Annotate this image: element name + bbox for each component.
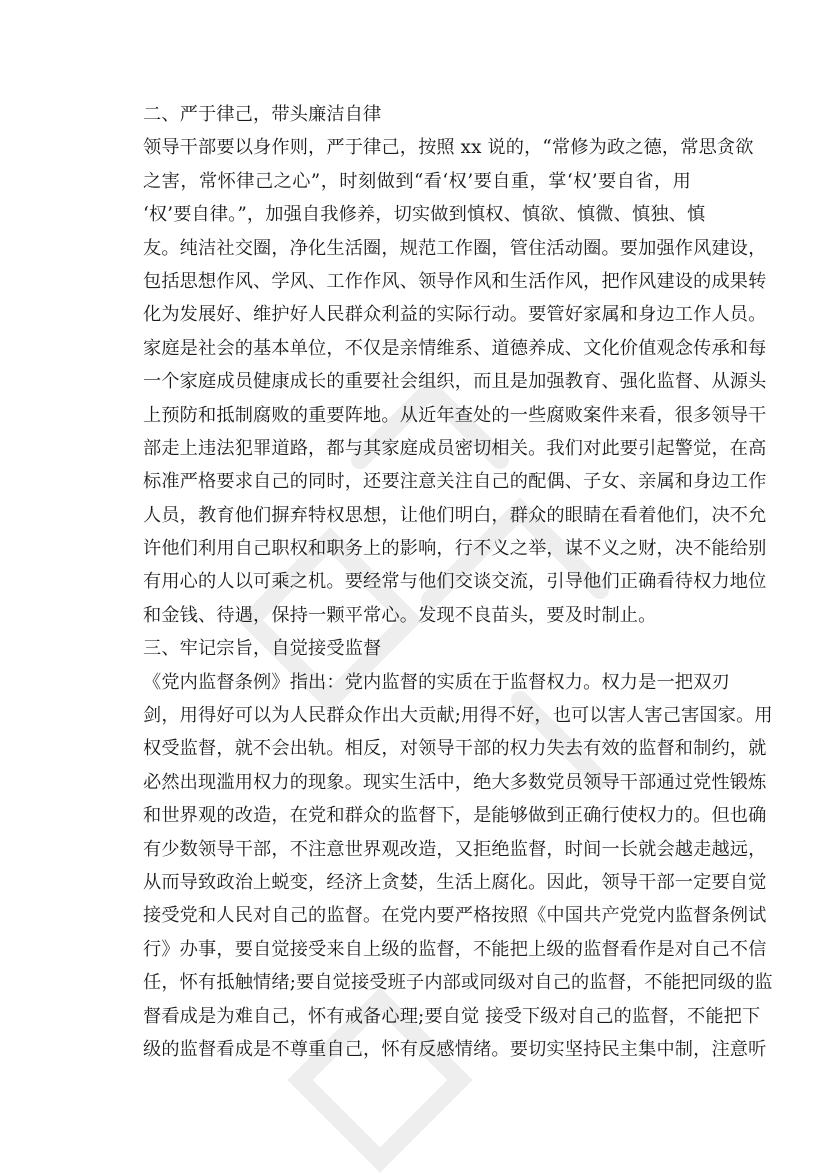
text-line: 包括思想作风、学风、工作作风、领导作风和生活作风，把作风建设的成果转 <box>143 270 767 292</box>
text-line: 督看成是为难自己，怀有戒备心理;要自觉 接受下级对自己的监督，不能把下 <box>143 1005 761 1027</box>
text-line: 标准严格要求自己的同时，还要注意关注自己的配偶、子女、亲属和身边工作 <box>143 471 767 493</box>
text-line: 领导干部要以身作则，严于律己，按照 xx 说的，“常修为政之德，常思贪欲 <box>143 137 754 159</box>
text-line: 三、牢记宗旨，自觉接受监督 <box>143 638 382 660</box>
text-line: 友。纯洁社交圈，净化生活圈，规范工作圈，管住活动圈。要加强作风建设， <box>143 237 767 259</box>
text-line: 权受监督，就不会出轨。相反，对领导干部的权力失去有效的监督和制约，就 <box>143 738 767 760</box>
text-line: 之害，常怀律己之心”，时刻做到“看‘权’要自重，掌‘权’要自省，用 <box>143 170 691 192</box>
text-line: 接受党和人民对自己的监督。在党内要严格按照《中国共产党党内监督条例试 <box>143 905 767 927</box>
text-line: 必然出现滥用权力的现象。现实生活中，绝大多数党员领导干部通过党性锻炼 <box>143 771 767 793</box>
text-line: 二、严于律己，带头廉洁自律 <box>143 104 382 125</box>
text-line: 人员，教育他们摒弃特权思想，让他们明白，群众的眼睛在看着他们，决不允 <box>143 504 767 526</box>
text-line: 化为发展好、维护好人民群众利益的实际行动。要管好家属和身边工作人员。 <box>143 304 767 326</box>
text-line: 有少数领导干部，不注意世界观改造，又拒绝监督，时间一长就会越走越远， <box>143 838 767 860</box>
text-line: 任，怀有抵触情绪;要自觉接受班子内部或同级对自己的监督，不能把同级的监 <box>143 972 773 994</box>
text-line: 和世界观的改造，在党和群众的监督下，是能够做到正确行使权力的。但也确 <box>143 805 767 827</box>
text-line: 行》办事，要自觉接受来自上级的监督，不能把上级的监督看作是对自己不信 <box>143 938 767 960</box>
text-line: 家庭是社会的基本单位，不仅是亲情维系、道德养成、文化价值观念传承和每 <box>143 337 767 359</box>
text-line: ‘权’要自律。”，加强自我修养，切实做到慎权、慎欲、慎微、慎独、慎 <box>143 204 706 226</box>
text-line: 剑，用得好可以为人民群众作出大贡献;用得不好，也可以害人害己害国家。用 <box>143 705 773 727</box>
text-line: 一个家庭成员健康成长的重要社会组织，而且是加强教育、强化监督、从源头 <box>143 371 767 393</box>
text-line: 有用心的人以可乘之机。要经常与他们交谈交流，引导他们正确看待权力地位 <box>143 571 767 593</box>
text-line: 和金钱、待遇，保持一颗平常心。发现不良苗头，要及时制止。 <box>143 604 657 626</box>
text-line: 上预防和抵制腐败的重要阵地。从近年查处的一些腐败案件来看，很多领导干 <box>143 404 767 426</box>
text-line: 级的监督看成是不尊重自己，怀有反感情绪。要切实坚持民主集中制，注意听 <box>143 1038 767 1060</box>
text-line: 《党内监督条例》指出：党内监督的实质在于监督权力。权力是一把双刃 <box>143 671 730 693</box>
text-line: 许他们利用自己职权和职务上的影响，行不义之举，谋不义之财，决不能给别 <box>143 538 767 560</box>
text-line: 部走上违法犯罪道路，都与其家庭成员密切相关。我们对此要引起警觉，在高 <box>143 437 767 459</box>
document-page <box>143 98 773 1066</box>
text-line: 从而导致政治上蜕变，经济上贪婪，生活上腐化。因此，领导干部一定要自觉 <box>143 871 767 893</box>
